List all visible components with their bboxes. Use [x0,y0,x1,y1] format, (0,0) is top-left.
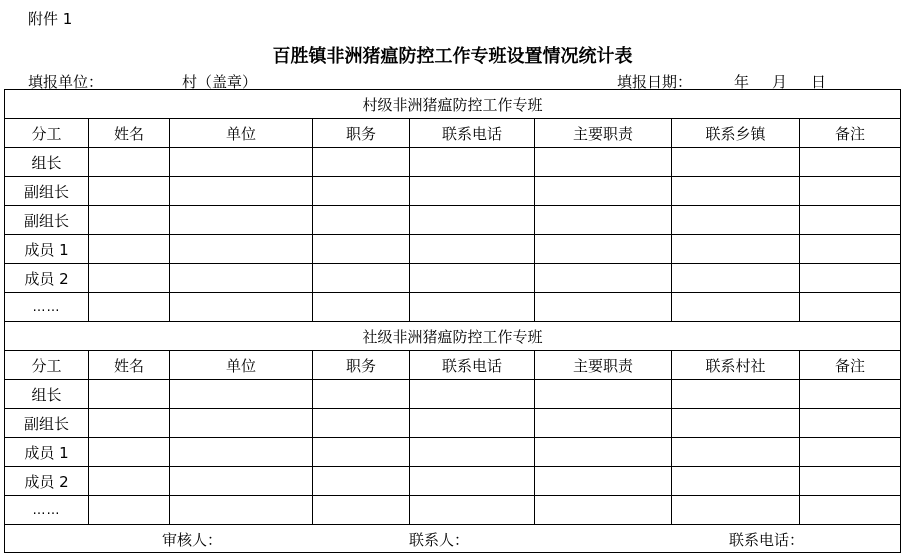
empty-cell[interactable] [410,467,535,496]
empty-cell[interactable] [800,293,901,322]
empty-cell[interactable] [535,438,672,467]
empty-cell[interactable] [535,467,672,496]
empty-cell[interactable] [410,264,535,293]
role-cell: 组长 [5,148,89,177]
empty-cell[interactable] [89,177,170,206]
table-row [5,438,901,467]
empty-cell[interactable] [410,206,535,235]
column-header: 联系乡镇 [672,119,800,148]
empty-cell[interactable] [672,496,800,525]
section-title-row [5,322,901,351]
empty-cell[interactable] [410,293,535,322]
empty-cell[interactable] [89,467,170,496]
empty-cell[interactable] [313,177,410,206]
column-header: 姓名 [89,119,170,148]
empty-cell[interactable] [672,409,800,438]
empty-cell[interactable] [313,264,410,293]
column-header: 联系村社 [672,351,800,380]
table-row [5,409,901,438]
header-row [5,119,901,148]
empty-cell[interactable] [313,409,410,438]
attachment-label: 附件 1 [28,10,73,28]
empty-cell[interactable] [313,206,410,235]
empty-cell[interactable] [672,206,800,235]
empty-cell[interactable] [170,467,313,496]
empty-cell[interactable] [800,206,901,235]
role-cell: 成员 1 [5,235,89,264]
column-header: 单位 [170,351,313,380]
empty-cell[interactable] [313,467,410,496]
empty-cell[interactable] [89,438,170,467]
empty-cell[interactable] [170,148,313,177]
empty-cell[interactable] [410,148,535,177]
role-cell: …… [5,496,89,525]
column-header: 职务 [313,351,410,380]
footer-cell [5,525,901,553]
empty-cell[interactable] [535,206,672,235]
empty-cell[interactable] [89,380,170,409]
empty-cell[interactable] [800,409,901,438]
empty-cell[interactable] [535,148,672,177]
empty-cell[interactable] [535,409,672,438]
empty-cell[interactable] [313,496,410,525]
empty-cell[interactable] [672,177,800,206]
table-row [5,380,901,409]
table-row [5,206,901,235]
section-title-row [5,90,901,119]
empty-cell[interactable] [535,496,672,525]
empty-cell[interactable] [313,380,410,409]
empty-cell[interactable] [313,235,410,264]
month-label: 月 [772,73,788,91]
role-cell: 成员 2 [5,264,89,293]
empty-cell[interactable] [535,235,672,264]
role-cell: 成员 2 [5,467,89,496]
role-cell: 副组长 [5,177,89,206]
empty-cell[interactable] [800,235,901,264]
empty-cell[interactable] [800,380,901,409]
reviewer-label: 审核人： [162,531,223,549]
empty-cell[interactable] [410,438,535,467]
empty-cell[interactable] [672,293,800,322]
empty-cell[interactable] [170,496,313,525]
empty-cell[interactable] [800,438,901,467]
table-row [5,177,901,206]
empty-cell[interactable] [535,264,672,293]
column-header: 分工 [5,351,89,380]
role-cell: 副组长 [5,409,89,438]
role-cell: 成员 1 [5,438,89,467]
empty-cell[interactable] [800,264,901,293]
empty-cell[interactable] [170,264,313,293]
empty-cell[interactable] [535,177,672,206]
empty-cell[interactable] [535,380,672,409]
empty-cell[interactable] [170,206,313,235]
column-header: 姓名 [89,351,170,380]
section-title: 社级非洲猪瘟防控工作专班 [5,322,901,351]
empty-cell[interactable] [672,438,800,467]
empty-cell[interactable] [89,235,170,264]
column-header: 备注 [800,351,901,380]
table-row [5,264,901,293]
fill-date-label: 填报日期： [617,73,693,91]
empty-cell[interactable] [410,496,535,525]
empty-cell[interactable] [410,409,535,438]
empty-cell[interactable] [170,380,313,409]
empty-cell[interactable] [672,264,800,293]
contact-phone-label: 联系电话： [729,531,805,549]
empty-cell[interactable] [313,438,410,467]
role-cell: 副组长 [5,206,89,235]
column-header: 单位 [170,119,313,148]
empty-cell[interactable] [410,177,535,206]
table-row [5,467,901,496]
day-label: 日 [811,73,827,91]
table-row [5,235,901,264]
empty-cell[interactable] [410,235,535,264]
empty-cell[interactable] [89,409,170,438]
column-header: 联系电话 [410,351,535,380]
empty-cell[interactable] [672,148,800,177]
column-header: 联系电话 [410,119,535,148]
table-row [5,496,901,525]
empty-cell[interactable] [89,206,170,235]
empty-cell[interactable] [410,380,535,409]
empty-cell[interactable] [800,467,901,496]
empty-cell[interactable] [800,496,901,525]
empty-cell[interactable] [89,148,170,177]
year-label: 年 [734,73,750,91]
empty-cell[interactable] [170,438,313,467]
column-header: 主要职责 [535,119,672,148]
footer-row [5,525,901,553]
column-header: 分工 [5,119,89,148]
empty-cell[interactable] [170,235,313,264]
empty-cell[interactable] [89,293,170,322]
village-seal-label: 村（盖章） [182,73,258,91]
empty-cell[interactable] [89,264,170,293]
column-header: 主要职责 [535,351,672,380]
empty-cell[interactable] [800,148,901,177]
column-header: 职务 [313,119,410,148]
empty-cell[interactable] [170,409,313,438]
empty-cell[interactable] [672,467,800,496]
contact-person-label: 联系人： [409,531,470,549]
empty-cell[interactable] [672,235,800,264]
empty-cell[interactable] [800,177,901,206]
empty-cell[interactable] [313,148,410,177]
column-header: 备注 [800,119,901,148]
page-title: 百胜镇非洲猪瘟防控工作专班设置情况统计表 [272,46,633,67]
header-row [5,351,901,380]
empty-cell[interactable] [313,293,410,322]
role-cell: 组长 [5,380,89,409]
table-row [5,148,901,177]
empty-cell[interactable] [89,496,170,525]
fill-unit-label: 填报单位： [28,73,104,91]
empty-cell[interactable] [170,177,313,206]
section-title: 村级非洲猪瘟防控工作专班 [5,90,901,119]
empty-cell[interactable] [672,380,800,409]
stats-table [4,89,901,553]
role-cell: …… [5,293,89,322]
empty-cell[interactable] [170,293,313,322]
table-row [5,293,901,322]
empty-cell[interactable] [535,293,672,322]
